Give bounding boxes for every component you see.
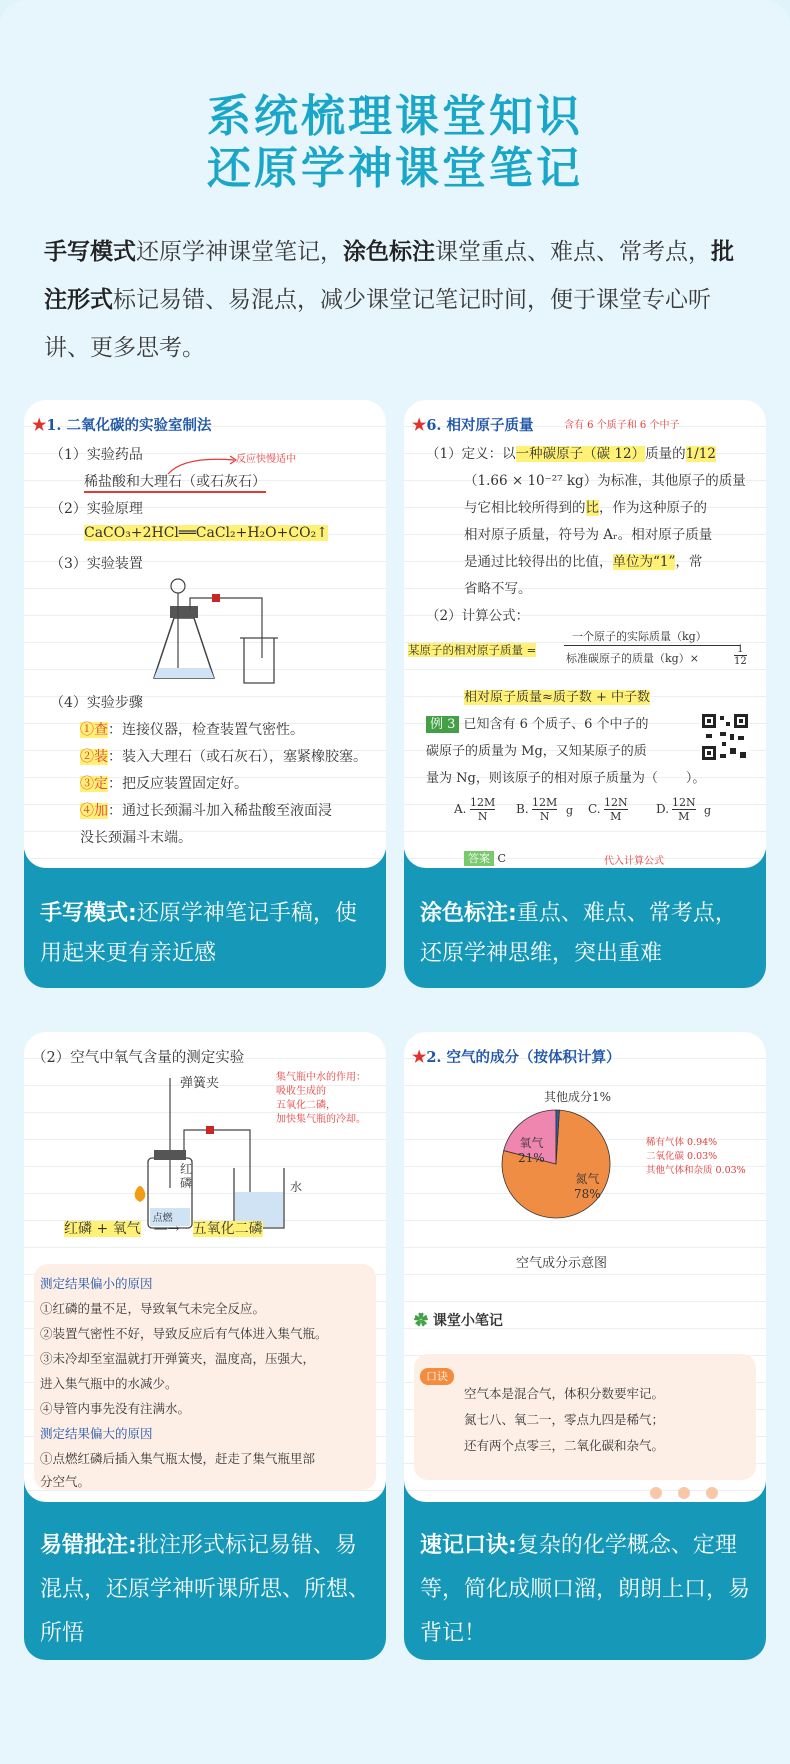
step4-label: ④加 <box>80 803 108 819</box>
example-line2: 碳原子的质量为 Mg，又知某原子的质 <box>426 744 647 759</box>
example-line3b: ）。 <box>685 771 706 786</box>
card2-caption-text: 重点、难点、常考点，还原学神思维，突出重难 <box>420 901 737 966</box>
card4-title: ★2. 空气的成分（按体积计算） <box>412 1047 621 1066</box>
card1-note-text: 反应快慢适中 <box>236 454 296 465</box>
step2-text: ：装入大理石（或石灰石），塞紧橡胶塞。 <box>108 749 367 765</box>
card1-note <box>24 400 386 868</box>
card4-caption-text: 复杂的化学概念、定理等，简化成顺口溜，朗朗上口，易背记！ <box>420 1533 751 1646</box>
pie-note-co2: 二氧化碳 0.03% <box>646 1151 718 1162</box>
def-line4: 相对原子质量，符号为 Aᵣ。相对原子质量 <box>464 527 713 543</box>
formula-bar <box>564 645 740 646</box>
card1-caption-bold: 手写模式: <box>40 901 137 926</box>
opt-c-num: 12N <box>604 796 628 809</box>
reason-3b: 进入集气瓶中的水减少。 <box>40 1376 178 1391</box>
calc-label: （2）计算公式： <box>426 608 530 624</box>
step4-text-b: 没长颈漏斗末端。 <box>80 830 192 846</box>
rhyme-line-3: 还有两个点零三，二氧化碳和杂气。 <box>464 1438 665 1453</box>
def-c: 质量的 <box>645 446 686 462</box>
card2-note-bottom: 代入计算公式 <box>604 856 664 867</box>
pie-value-n2: 78% <box>574 1187 601 1201</box>
card2-caption-bold: 涂色标注: <box>420 901 517 926</box>
card1-title: ★1. 二氧化碳的实验室制法 <box>32 415 212 434</box>
card3-note: （2）空气中氧气含量的测定实验 弹簧夹 红磷 水 集气瓶中水的作用： 吸收生成的 五氧化二磷， 加快集气瓶的冷却。 红磷 + 氧气 点燃 —→ 五氧化二磷 测定结果偏小的原因 ①红磷的量不足，导致氧气未完全反应。 ②装置气密性不好，导致反应后有气体进入集气瓶。 ③未冷却至室温就打开弹簧夹，温度高，压强大， 进入集气瓶中的水减少。 ④导管内事先没有注满水。 测定结果偏大的原因 ①点燃红磷后插入集气瓶太慢，赶走了集气瓶里部 分空气。 <box>24 1032 386 1502</box>
red-phosphorus-label: 红磷 <box>180 1162 193 1190</box>
reason-3a: ③未冷却至室温就打开弹簧夹，温度高，压强大， <box>40 1351 316 1366</box>
intro-bold-2: 涂色标注 <box>343 239 435 265</box>
star-icon: ★ <box>32 415 47 434</box>
note3-line1: 集气瓶中水的作用： <box>276 1072 366 1083</box>
pie-label-other: 其他成分1% <box>544 1090 612 1104</box>
card1-l5: （4）实验步骤 <box>50 695 143 711</box>
star-icon: ★ <box>412 415 427 434</box>
formula-frac-bot: 12 <box>734 656 747 667</box>
big-reason-1a: ①点燃红磷后插入集气瓶太慢，赶走了集气瓶里部 <box>40 1451 316 1466</box>
card1-caption <box>24 850 386 988</box>
def-d: 1/12 <box>685 446 716 462</box>
card4-note <box>404 1032 766 1502</box>
reason-2: ②装置气密性不好，导致反应后有气体进入集气瓶。 <box>40 1326 328 1341</box>
example-tag: 例 3 <box>426 716 459 733</box>
note3-line4: 加快集气瓶的冷却。 <box>276 1114 366 1125</box>
step3-label: ③定 <box>80 776 108 792</box>
card2-note <box>404 400 766 868</box>
def-3b: 比 <box>585 500 599 516</box>
clamp-label: 弹簧夹 <box>180 1076 220 1091</box>
card2-caption <box>404 850 766 988</box>
def-3a: 与它相比较所得到的 <box>464 500 586 516</box>
intro-text-1: 还原学神课堂笔记， <box>136 239 343 265</box>
eq-left: 红磷 + 氧气 <box>64 1221 141 1237</box>
eq-right: 五氧化二磷 <box>192 1221 263 1237</box>
air-composition-pie <box>500 1108 612 1220</box>
def-5a: 是通过比较得出的比值， <box>464 554 613 570</box>
rhyme-line-2: 氮七八、氧二一，零点九四是稀气； <box>464 1412 665 1427</box>
opt-b-den: N <box>532 809 557 823</box>
formula-num: 一个原子的实际质量（kg） <box>572 630 707 643</box>
opt-a-num: 12M <box>470 796 496 809</box>
card1-l3: （2）实验原理 <box>50 501 143 517</box>
step4-text-a: ：通过长颈漏斗加入稀盐酸至液面浸 <box>108 803 332 819</box>
step1-label: ①查 <box>80 722 108 738</box>
card4-caption-bold: 速记口诀: <box>420 1533 517 1558</box>
reason-1: ①红磷的量不足，导致氧气未完全反应。 <box>40 1301 266 1316</box>
pie-label-n2: 氮气 <box>575 1172 600 1186</box>
note3-line3: 五氧化二磷， <box>276 1100 336 1111</box>
def-3c: ，作为这种原子的 <box>599 500 707 516</box>
card1-arrow <box>164 454 244 478</box>
intro-bold-1: 手写模式 <box>44 239 136 265</box>
opt-d-label: D. <box>656 802 670 816</box>
card2-note-top: 含有 6 个质子和 6 个中子 <box>564 420 680 431</box>
card2-title: ★6. 相对原子质量 <box>412 415 534 434</box>
small-result-heading: 测定结果偏小的原因 <box>40 1276 153 1291</box>
opt-b-unit: g <box>566 804 574 817</box>
def-5c: ，常 <box>675 554 703 570</box>
rhyme-tag: 口诀 <box>420 1368 454 1385</box>
hero-title-line2: 还原学神课堂笔记 <box>207 143 583 194</box>
example-line3a: 量为 Ng，则该原子的相对原子质量为（ <box>426 771 658 786</box>
opt-c-den: M <box>604 809 628 823</box>
eq-condition: 点燃 <box>152 1213 173 1224</box>
opt-d-num: 12N <box>672 796 696 809</box>
step1-text: ：连接仪器，检查装置气密性。 <box>108 722 304 738</box>
answer-value: C <box>497 852 506 865</box>
def-b: 一种碳原子（碳 12） <box>515 446 646 462</box>
opt-c-label: C. <box>588 802 601 816</box>
leaf-icon: ✿ <box>414 1313 428 1329</box>
opt-b-label: B. <box>516 802 529 816</box>
def-line2: （1.66 × 10⁻²⁷ kg）为标准，其他原子的质量 <box>464 473 746 489</box>
answer-tag: 答案 <box>464 851 494 866</box>
card1-l4: （3）实验装置 <box>50 556 143 572</box>
step2-label: ②装 <box>80 749 108 765</box>
def-line6: 省略不写。 <box>464 581 532 597</box>
qr-code-icon[interactable] <box>700 712 750 762</box>
card3-title: （2）空气中氧气含量的测定实验 <box>32 1050 245 1066</box>
card3-caption <box>24 1480 386 1660</box>
card3-caption-text: 批注形式标记易错、易混点，还原学神听课所思、所想、所悟 <box>40 1533 371 1646</box>
big-reason-1b: 分空气。 <box>40 1474 91 1489</box>
intro-bold-3: 批注形式 <box>44 239 734 313</box>
opt-b-num: 12M <box>532 796 558 809</box>
formula-frac-top: 1 <box>737 644 744 655</box>
rhyme-line-1: 空气本是混合气，体积分数要牢记。 <box>464 1386 665 1401</box>
example-line1: 已知含有 6 个质子、6 个中子的 <box>463 717 649 732</box>
apparatus-diagram <box>144 578 294 688</box>
note3-line2: 吸收生成的 <box>276 1086 326 1097</box>
card1-l2: 稀盐酸和大理石（或石灰石） <box>84 471 266 493</box>
formula-den: 标准碳原子的质量（kg）× <box>566 652 699 665</box>
big-result-heading: 测定结果偏大的原因 <box>40 1426 153 1441</box>
def-a: （1）定义：以 <box>426 446 516 462</box>
pie-label-o2: 氧气 <box>519 1136 544 1150</box>
hero-title-line1: 系统梳理课堂知识 <box>207 91 583 142</box>
opt-d-den: M <box>672 809 696 823</box>
star-icon: ★ <box>412 1047 427 1066</box>
card1-caption-text: 还原学神笔记手稿，使用起来更有亲近感 <box>40 901 357 966</box>
formula-left: 某原子的相对原子质量 = <box>408 643 537 657</box>
opt-a-label: A. <box>454 802 467 816</box>
card1-l1: （1）实验药品 <box>50 447 143 463</box>
decor-dots <box>650 1484 734 1503</box>
opt-a-den: N <box>470 809 495 823</box>
pie-note-rare: 稀有气体 0.94% <box>646 1137 718 1148</box>
reason-4: ④导管内事先没有注满水。 <box>40 1401 191 1416</box>
step3-text: ：把反应装置固定好。 <box>108 776 248 792</box>
intro-text-3: 标记易错、易混点，减少课堂记笔记时间，便于课堂专心听讲、更多思考。 <box>44 287 711 361</box>
formula-approx: 相对原子质量≈质子数 + 中子数 <box>464 690 651 705</box>
opt-d-unit: g <box>704 804 712 817</box>
water-label: 水 <box>290 1180 303 1194</box>
intro-paragraph <box>44 228 744 372</box>
pie-note-misc: 其他气体和杂质 0.03% <box>646 1165 746 1176</box>
pie-value-o2: 21% <box>518 1151 545 1165</box>
notes-title: ✿ 课堂小笔记 <box>414 1313 503 1329</box>
card3-caption-bold: 易错批注: <box>40 1533 137 1558</box>
intro-text-2: 课堂重点、难点、常考点， <box>435 239 711 265</box>
chart-caption: 空气成分示意图 <box>516 1256 608 1271</box>
def-5b: 单位为“1” <box>612 554 676 570</box>
card1-formula: CaCO₃+2HCl══CaCl₂+H₂O+CO₂↑ <box>84 525 328 541</box>
card4-caption <box>404 1480 766 1660</box>
